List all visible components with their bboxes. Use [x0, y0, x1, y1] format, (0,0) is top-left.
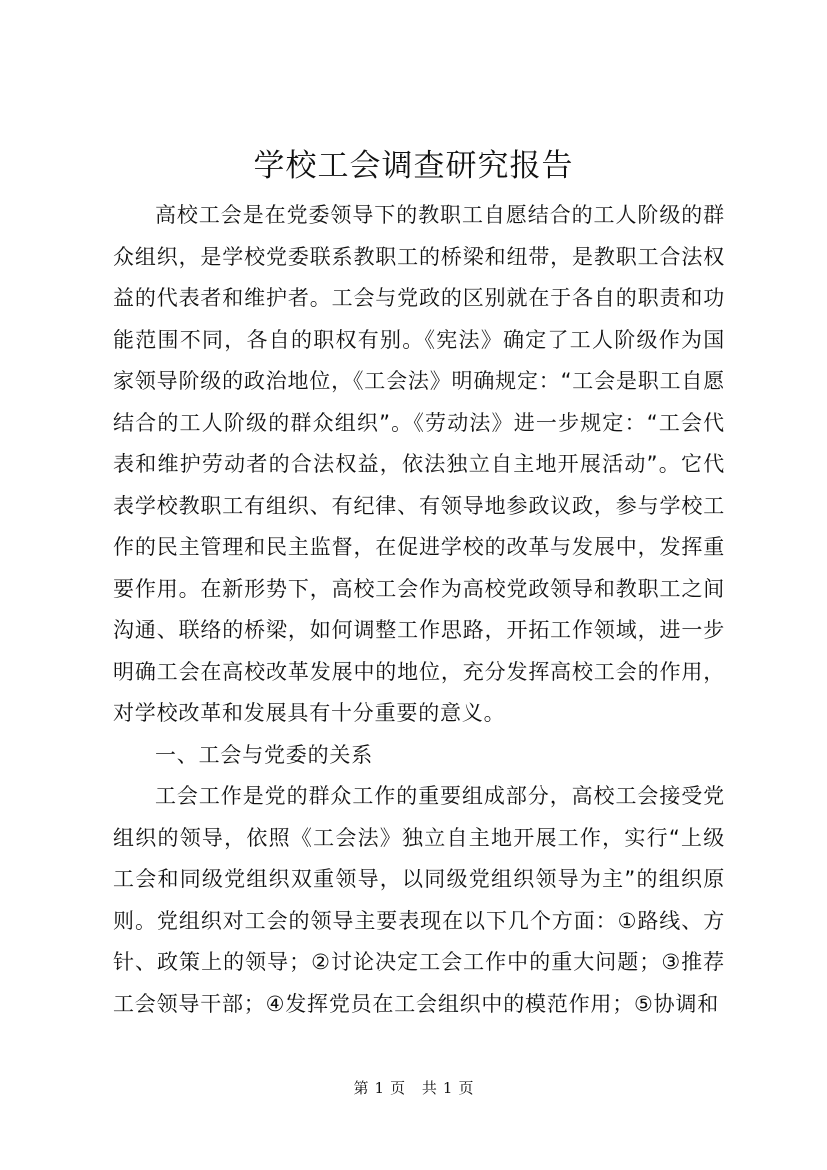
document-body	[113, 195, 725, 1025]
section-heading: 一、工会与党委的关系	[155, 742, 373, 767]
total-pages: 1	[442, 1079, 453, 1097]
page-indicator	[351, 1079, 409, 1097]
total-prefix: 共	[421, 1079, 437, 1097]
intro-paragraph: 高校工会是在党委领导下的教职工自愿结合的工人阶级的群众组织，是学校党委联系教职工的桥梁和纽带，是教职工合法权益的代表者和维护者。工会与党政的区别就在于各自的职责和功能范围不同，各自的职权有别。《宪法》确定了工人阶级作为国家领导阶级的政治地位，《工会法》明确规定：“工会是职工自愿结合的工人阶级的群众组织”。《劳动法》进一步规定：“工会代表和维护劳动者的合法权益，依法独立自主地开展活动”。它代表学校教职工有组织、有纪律、有领导地参政议政，参与学校工作的民主管理和民主监督，在促进学校的改革与发展中，发挥重要作用。在新形势下，高校工会作为高校党政领导和教职工之间沟通、联络的桥梁，如何调整工作思路，开拓工作领域，进一步明确工会在高校改革发展中的地位，充分发挥高校工会的作用，对学校改革和发展具有十分重要的意义。	[113, 203, 725, 725]
page-unit: 页	[390, 1079, 406, 1097]
page-number: 1	[374, 1079, 385, 1097]
page-footer	[0, 1078, 827, 1098]
total-unit: 页	[458, 1079, 474, 1097]
document-title: 学校工会调查研究报告	[253, 148, 574, 184]
section-paragraph: 工会工作是党的群众工作的重要组成部分，高校工会接受党组织的领导，依照《工会法》独立自主地开展工作，实行“上级工会和同级党组织双重领导，以同级党组织领导为主”的组织原则。党组织对工会的领导主要表现在以下几个方面：①路线、方针、政策上的领导；②讨论决定工会工作中的重大问题；③推荐工会领导干部；④发挥党员在工会组织中的模范作用；⑤协调和	[113, 784, 725, 1016]
total-indicator	[419, 1079, 477, 1097]
page-prefix: 第	[353, 1079, 369, 1097]
